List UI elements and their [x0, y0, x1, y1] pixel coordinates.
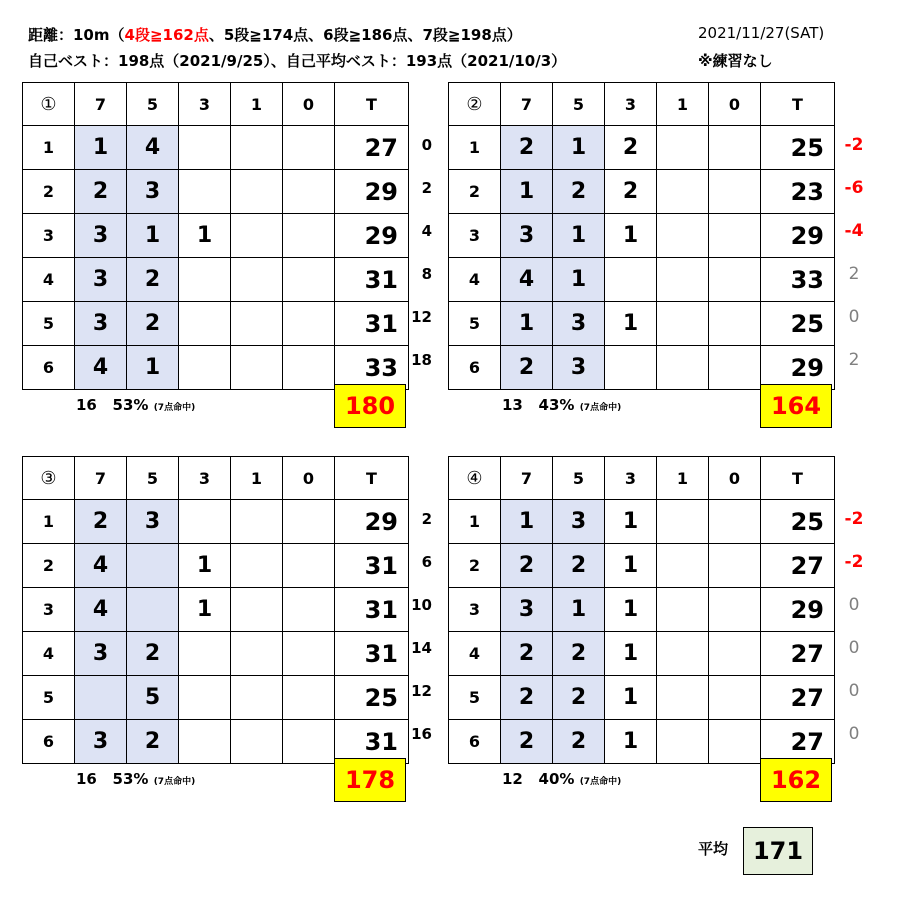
count-3pt: 1 — [605, 588, 657, 632]
end-total: 31 — [335, 258, 409, 302]
column-header: 1 — [657, 83, 709, 126]
end-number: 2 — [449, 544, 501, 588]
count-7pt: 4 — [75, 346, 127, 390]
hit-note: (7点命中) — [153, 777, 196, 787]
end-number: 2 — [449, 170, 501, 214]
end-number: 2 — [23, 170, 75, 214]
end-number: 4 — [449, 258, 501, 302]
end-row — [449, 500, 835, 544]
hit-stats — [502, 770, 621, 788]
cumulative-diff: 4 — [421, 222, 432, 240]
count-7pt: 2 — [501, 720, 553, 764]
count-7pt: 3 — [75, 720, 127, 764]
count-3pt — [179, 720, 231, 764]
cumulative-diff: 12 — [411, 682, 432, 700]
end-row — [23, 346, 409, 390]
hit-percent: 40% — [538, 770, 575, 788]
end-row — [23, 676, 409, 720]
end-row — [449, 720, 835, 764]
count-0pt — [283, 170, 335, 214]
end-number: 3 — [23, 588, 75, 632]
count-1pt — [231, 302, 283, 346]
count-7pt: 3 — [501, 588, 553, 632]
column-header: 3 — [605, 83, 657, 126]
count-0pt — [709, 302, 761, 346]
end-total: 25 — [761, 302, 835, 346]
count-0pt — [283, 676, 335, 720]
count-1pt — [657, 544, 709, 588]
count-7pt — [75, 676, 127, 720]
count-3pt: 1 — [605, 544, 657, 588]
column-header: 3 — [179, 457, 231, 500]
count-7pt: 2 — [501, 632, 553, 676]
round-label: ④ — [449, 457, 501, 500]
count-0pt — [283, 258, 335, 302]
count-3pt: 1 — [605, 302, 657, 346]
end-total: 27 — [335, 126, 409, 170]
count-1pt — [231, 126, 283, 170]
count-5pt: 2 — [553, 720, 605, 764]
cumulative-diff: 10 — [411, 596, 432, 614]
end-row — [23, 588, 409, 632]
end-number: 1 — [449, 500, 501, 544]
hit-stats — [502, 396, 621, 414]
end-total: 25 — [761, 500, 835, 544]
count-3pt — [179, 676, 231, 720]
column-header: 0 — [283, 83, 335, 126]
count-3pt: 1 — [605, 214, 657, 258]
cumulative-diff: 16 — [411, 725, 432, 743]
count-7pt: 2 — [501, 346, 553, 390]
count-1pt — [657, 302, 709, 346]
count-0pt — [709, 632, 761, 676]
count-7pt: 2 — [501, 544, 553, 588]
end-total: 25 — [335, 676, 409, 720]
round-label: ① — [23, 83, 75, 126]
end-row — [23, 214, 409, 258]
column-header: 7 — [75, 83, 127, 126]
hit-percent: 53% — [112, 396, 149, 414]
end-number: 4 — [23, 632, 75, 676]
count-7pt: 1 — [501, 302, 553, 346]
count-3pt — [179, 346, 231, 390]
score-table-2 — [448, 82, 835, 390]
end-row — [449, 676, 835, 720]
count-1pt — [657, 676, 709, 720]
end-total: 29 — [335, 214, 409, 258]
column-header: 0 — [709, 83, 761, 126]
count-5pt: 2 — [553, 676, 605, 720]
end-total: 23 — [761, 170, 835, 214]
hit-note: (7点命中) — [579, 403, 622, 413]
count-3pt: 1 — [605, 676, 657, 720]
round-label: ② — [449, 83, 501, 126]
count-7pt: 4 — [501, 258, 553, 302]
count-3pt: 1 — [179, 214, 231, 258]
count-1pt — [231, 214, 283, 258]
end-diff: 0 — [848, 638, 860, 658]
end-total: 33 — [761, 258, 835, 302]
count-3pt — [179, 258, 231, 302]
column-header: T — [761, 457, 835, 500]
count-5pt: 2 — [127, 258, 179, 302]
column-header: 0 — [709, 457, 761, 500]
count-0pt — [283, 588, 335, 632]
column-header: T — [761, 83, 835, 126]
column-header: 1 — [657, 457, 709, 500]
hit-count: 16 — [76, 396, 97, 414]
end-total: 27 — [761, 632, 835, 676]
end-number: 5 — [449, 302, 501, 346]
count-3pt — [605, 258, 657, 302]
cumulative-diff-column — [402, 498, 432, 756]
count-3pt: 1 — [605, 720, 657, 764]
round-total: 180 — [334, 384, 406, 428]
count-7pt: 1 — [501, 500, 553, 544]
end-row — [23, 258, 409, 302]
count-7pt: 2 — [501, 126, 553, 170]
count-5pt: 2 — [127, 632, 179, 676]
end-number: 4 — [449, 632, 501, 676]
count-3pt — [179, 500, 231, 544]
count-1pt — [657, 214, 709, 258]
end-number: 6 — [23, 720, 75, 764]
count-0pt — [709, 588, 761, 632]
count-0pt — [709, 126, 761, 170]
end-total: 31 — [335, 720, 409, 764]
count-5pt: 5 — [127, 676, 179, 720]
count-5pt: 2 — [553, 632, 605, 676]
end-total: 27 — [761, 720, 835, 764]
count-5pt: 3 — [553, 302, 605, 346]
count-0pt — [283, 720, 335, 764]
cumulative-diff-column — [402, 124, 432, 382]
end-number: 3 — [23, 214, 75, 258]
average-value: 171 — [743, 827, 813, 875]
round-total: 178 — [334, 758, 406, 802]
column-header: 7 — [75, 457, 127, 500]
end-total: 31 — [335, 302, 409, 346]
end-total: 29 — [761, 214, 835, 258]
cumulative-diff: 2 — [421, 510, 432, 528]
column-header: 7 — [501, 457, 553, 500]
count-3pt: 1 — [179, 588, 231, 632]
count-5pt: 3 — [553, 500, 605, 544]
count-3pt — [179, 302, 231, 346]
count-7pt: 2 — [501, 676, 553, 720]
end-number: 3 — [449, 588, 501, 632]
count-1pt — [231, 676, 283, 720]
count-1pt — [657, 126, 709, 170]
count-1pt — [657, 500, 709, 544]
hit-count: 13 — [502, 396, 523, 414]
count-0pt — [283, 214, 335, 258]
count-3pt: 2 — [605, 126, 657, 170]
count-5pt: 1 — [127, 214, 179, 258]
hit-stats — [76, 396, 195, 414]
column-header: 5 — [127, 83, 179, 126]
count-7pt: 3 — [75, 302, 127, 346]
count-7pt: 2 — [75, 170, 127, 214]
cumulative-diff: 6 — [421, 553, 432, 571]
count-0pt — [709, 214, 761, 258]
cumulative-diff: 0 — [421, 136, 432, 154]
count-0pt — [709, 500, 761, 544]
end-total: 33 — [335, 346, 409, 390]
end-row — [23, 126, 409, 170]
diff-column — [834, 124, 874, 382]
end-total: 27 — [761, 676, 835, 720]
end-total: 29 — [335, 500, 409, 544]
dan4-threshold: 4段≧162点 — [124, 26, 209, 44]
end-row — [23, 170, 409, 214]
hit-count: 12 — [502, 770, 523, 788]
count-1pt — [231, 544, 283, 588]
count-0pt — [709, 170, 761, 214]
count-5pt: 4 — [127, 126, 179, 170]
count-7pt: 3 — [75, 214, 127, 258]
column-header: 3 — [605, 457, 657, 500]
end-row — [23, 302, 409, 346]
score-table-4 — [448, 456, 835, 764]
count-3pt — [605, 346, 657, 390]
count-3pt: 1 — [179, 544, 231, 588]
distance-prefix: 距離：10m（ — [28, 26, 125, 44]
end-row — [449, 258, 835, 302]
count-1pt — [657, 346, 709, 390]
end-number: 1 — [23, 500, 75, 544]
count-5pt: 2 — [127, 302, 179, 346]
count-1pt — [231, 720, 283, 764]
count-7pt: 2 — [75, 500, 127, 544]
count-7pt: 3 — [501, 214, 553, 258]
session-date: 2021/11/27(SAT) — [698, 24, 825, 42]
end-total: 29 — [761, 588, 835, 632]
end-row — [449, 632, 835, 676]
count-3pt: 1 — [605, 632, 657, 676]
end-row — [23, 544, 409, 588]
end-number: 2 — [23, 544, 75, 588]
personal-best-line: 自己ベスト：198点（2021/9/25）、自己平均ベスト：193点（2021/10/3） — [28, 52, 567, 70]
round-label: ③ — [23, 457, 75, 500]
count-5pt: 1 — [553, 126, 605, 170]
end-diff: -2 — [844, 135, 864, 155]
count-1pt — [231, 258, 283, 302]
count-1pt — [231, 346, 283, 390]
count-0pt — [283, 346, 335, 390]
count-1pt — [231, 500, 283, 544]
hit-note: (7点命中) — [153, 403, 196, 413]
end-diff: 2 — [848, 350, 860, 370]
count-1pt — [657, 170, 709, 214]
count-1pt — [657, 258, 709, 302]
count-5pt: 1 — [553, 258, 605, 302]
end-number: 5 — [23, 302, 75, 346]
end-diff: -4 — [844, 221, 864, 241]
count-7pt: 4 — [75, 544, 127, 588]
end-total: 31 — [335, 632, 409, 676]
end-row — [449, 170, 835, 214]
count-5pt: 1 — [127, 346, 179, 390]
count-5pt — [127, 588, 179, 632]
diff-column — [834, 498, 874, 756]
end-number: 5 — [449, 676, 501, 720]
end-diff: -2 — [844, 552, 864, 572]
count-5pt — [127, 544, 179, 588]
count-0pt — [283, 500, 335, 544]
column-header: 1 — [231, 457, 283, 500]
end-total: 25 — [761, 126, 835, 170]
end-row — [23, 632, 409, 676]
end-number: 6 — [449, 346, 501, 390]
score-table-1 — [22, 82, 409, 390]
column-header: 5 — [127, 457, 179, 500]
count-1pt — [231, 588, 283, 632]
distance-line — [28, 24, 522, 45]
score-table-3 — [22, 456, 409, 764]
end-number: 1 — [23, 126, 75, 170]
hit-percent: 43% — [538, 396, 575, 414]
end-row — [449, 302, 835, 346]
end-diff: 0 — [848, 724, 860, 744]
count-1pt — [657, 720, 709, 764]
count-5pt: 3 — [553, 346, 605, 390]
column-header: 3 — [179, 83, 231, 126]
count-0pt — [709, 258, 761, 302]
average-label: 平均 — [698, 840, 729, 858]
end-total: 29 — [335, 170, 409, 214]
end-diff: 0 — [848, 595, 860, 615]
count-7pt: 3 — [75, 258, 127, 302]
end-number: 1 — [449, 126, 501, 170]
count-5pt: 2 — [127, 720, 179, 764]
cumulative-diff: 12 — [411, 308, 432, 326]
column-header: 7 — [501, 83, 553, 126]
hit-note: (7点命中) — [579, 777, 622, 787]
distance-suffix: 、5段≧174点、6段≧186点、7段≧198点） — [208, 26, 522, 44]
count-5pt: 2 — [553, 170, 605, 214]
cumulative-diff: 18 — [411, 351, 432, 369]
count-3pt: 1 — [605, 500, 657, 544]
end-row — [23, 720, 409, 764]
count-7pt: 1 — [501, 170, 553, 214]
cumulative-diff: 14 — [411, 639, 432, 657]
end-diff: 2 — [848, 264, 860, 284]
end-row — [449, 588, 835, 632]
count-0pt — [709, 544, 761, 588]
count-7pt: 1 — [75, 126, 127, 170]
count-5pt: 3 — [127, 500, 179, 544]
count-0pt — [283, 632, 335, 676]
count-1pt — [231, 170, 283, 214]
count-0pt — [709, 346, 761, 390]
cumulative-diff: 2 — [421, 179, 432, 197]
end-total: 31 — [335, 588, 409, 632]
count-0pt — [709, 676, 761, 720]
count-3pt — [179, 170, 231, 214]
hit-count: 16 — [76, 770, 97, 788]
end-number: 6 — [23, 346, 75, 390]
hit-stats — [76, 770, 195, 788]
round-total: 162 — [760, 758, 832, 802]
count-1pt — [657, 588, 709, 632]
end-number: 6 — [449, 720, 501, 764]
count-1pt — [657, 632, 709, 676]
end-total: 31 — [335, 544, 409, 588]
column-header: 1 — [231, 83, 283, 126]
count-3pt — [179, 126, 231, 170]
practice-note: ※練習なし — [698, 52, 773, 70]
end-row — [23, 500, 409, 544]
count-0pt — [283, 302, 335, 346]
count-3pt — [179, 632, 231, 676]
count-5pt: 1 — [553, 588, 605, 632]
count-7pt: 4 — [75, 588, 127, 632]
count-3pt: 2 — [605, 170, 657, 214]
count-0pt — [283, 126, 335, 170]
end-number: 4 — [23, 258, 75, 302]
column-header: 5 — [553, 457, 605, 500]
count-0pt — [709, 720, 761, 764]
end-row — [449, 346, 835, 390]
end-diff: -2 — [844, 509, 864, 529]
column-header: 5 — [553, 83, 605, 126]
column-header: 0 — [283, 457, 335, 500]
end-row — [449, 126, 835, 170]
count-7pt: 3 — [75, 632, 127, 676]
count-5pt: 2 — [553, 544, 605, 588]
count-5pt: 3 — [127, 170, 179, 214]
end-number: 5 — [23, 676, 75, 720]
end-total: 27 — [761, 544, 835, 588]
column-header: T — [335, 457, 409, 500]
column-header: T — [335, 83, 409, 126]
count-1pt — [231, 632, 283, 676]
end-total: 29 — [761, 346, 835, 390]
count-5pt: 1 — [553, 214, 605, 258]
end-row — [449, 544, 835, 588]
end-row — [449, 214, 835, 258]
end-diff: 0 — [848, 307, 860, 327]
hit-percent: 53% — [112, 770, 149, 788]
cumulative-diff: 8 — [421, 265, 432, 283]
round-total: 164 — [760, 384, 832, 428]
end-diff: -6 — [844, 178, 864, 198]
count-0pt — [283, 544, 335, 588]
end-diff: 0 — [848, 681, 860, 701]
end-number: 3 — [449, 214, 501, 258]
